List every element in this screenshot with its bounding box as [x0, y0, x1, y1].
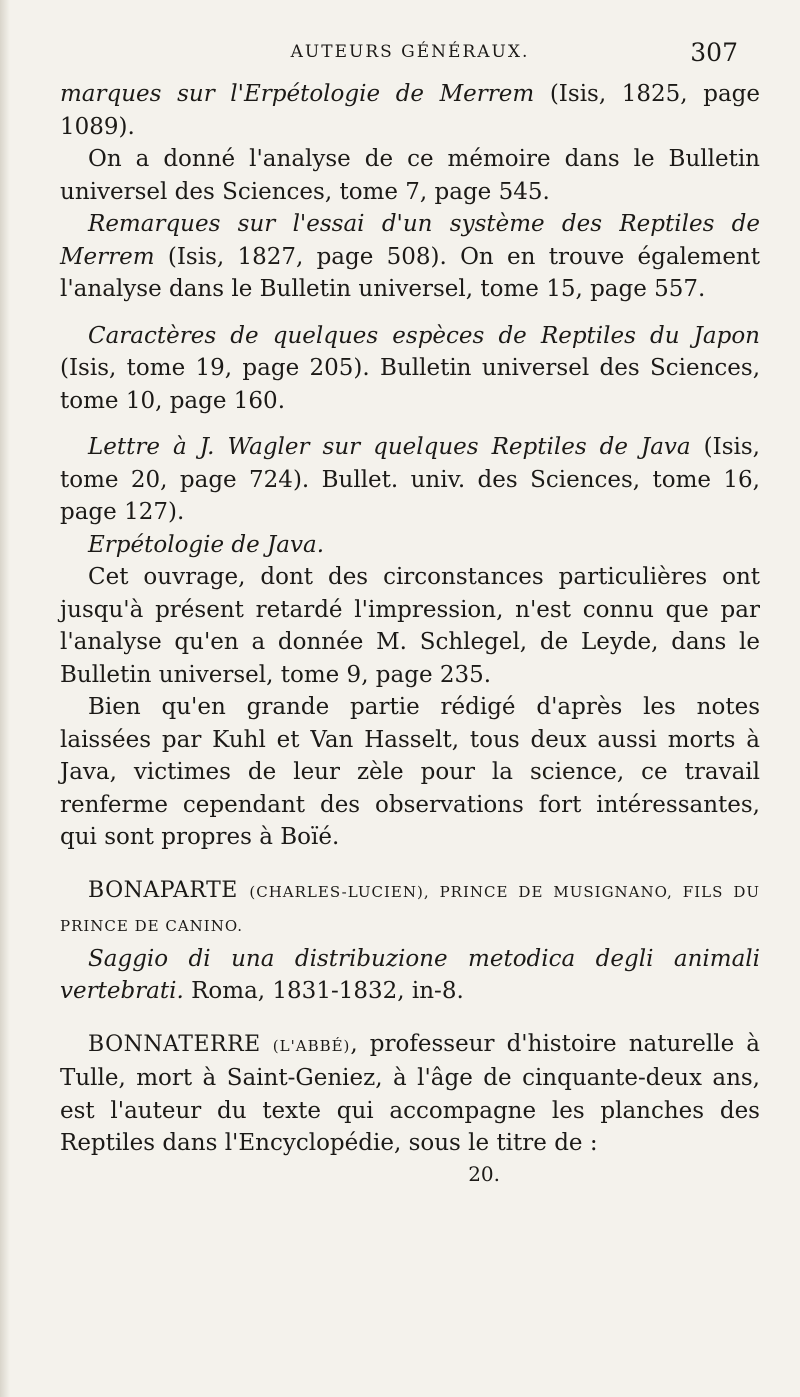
- page-edge: [0, 0, 10, 1397]
- entry-text: (Isis, 1827, page 508). On en trouve également l'analyse dans le Bulletin universel, tome 15, page 557.: [60, 243, 760, 302]
- entry-ouvrage-paragraph: [60, 561, 760, 691]
- entry-erpetologie-java: [60, 529, 760, 562]
- author-name: BONAPARTE: [88, 877, 238, 903]
- author-bonnaterre: [60, 1028, 760, 1160]
- author-given-name: (CHARLES-LUCIEN), PRINCE DE MUSIGNANO, FILS DU PRINCE DE CANINO.: [60, 882, 761, 935]
- entry-analysis-note: [60, 143, 760, 208]
- entry-title: Lettre à J. Wagler sur quelques Reptiles de Java: [88, 434, 691, 460]
- entry-text: On a donné l'analyse de ce mémoire dans le Bulletin universel des Sciences, tome 7, page 545.: [60, 146, 760, 205]
- signature-mark: 20.: [468, 1161, 500, 1186]
- spacer: [60, 417, 760, 431]
- entry-text: (Isis, tome 20, page 724). Bullet. univ. des Sciences, tome 16, page 127).: [60, 434, 760, 525]
- entry-merrem-continuation: [60, 78, 760, 143]
- spacer: [60, 306, 760, 320]
- entry-title: marques sur l'Erpétologie de Merrem: [60, 81, 535, 107]
- page-text: [60, 38, 760, 1188]
- work-saggio: [60, 943, 760, 1008]
- entry-lettre-wagler: [60, 431, 760, 529]
- entry-caracteres: [60, 320, 760, 418]
- running-head: [60, 38, 760, 74]
- entry-text: Cet ouvrage, dont des circonstances particulières ont jusqu'à présent retardé l'impression, n'est connu que par l'analyse qu'en a donnée M. Schlegel, de Leyde, dans le Bulletin universel, tome 9, page 235.: [60, 564, 760, 688]
- running-title: AUTEURS GÉNÉRAUX.: [290, 42, 530, 62]
- entry-text: Bien qu'en grande partie rédigé d'après les notes laissées par Kuhl et Van Hasselt, tous deux aussi morts à Java, victimes de leur zèle pour la science, ce travail renferme cependant des observations fort intéressantes, qui sont propres à Boïé.: [60, 694, 760, 850]
- work-title: Saggio di una distribuzione metodica degli animali vertebrati.: [60, 945, 760, 1004]
- author-bonaparte: [60, 874, 760, 943]
- entry-remarques: [60, 208, 760, 306]
- page-number: 307: [690, 38, 738, 67]
- entry-text: (Isis, 1825, page 1089).: [60, 81, 760, 140]
- spacer: [60, 854, 760, 874]
- author-given-name: (L'ABBÉ): [272, 1036, 351, 1055]
- work-text: Roma, 1831-1832, in-8.: [183, 978, 464, 1004]
- entry-bien-paragraph: [60, 691, 760, 854]
- author-name: BONNATERRE: [88, 1031, 261, 1057]
- entry-title: Erpétologie de Java.: [88, 531, 325, 558]
- entry-title: Remarques sur l'essai d'un système des Reptiles de Merrem: [60, 211, 760, 270]
- entry-text: (Isis, tome 19, page 205). Bulletin universel des Sciences, tome 10, page 160.: [60, 355, 760, 414]
- entry-title: Caractères de quelques espèces de Reptiles du Japon: [88, 322, 760, 349]
- author-text: , professeur d'histoire naturelle à Tulle, mort à Saint-Geniez, à l'âge de cinquante-deux ans, est l'auteur du texte qui accompagne les planches des Reptiles dans l'Encyclopédie, sous le titre de :: [60, 1030, 761, 1156]
- spacer: [60, 1008, 760, 1028]
